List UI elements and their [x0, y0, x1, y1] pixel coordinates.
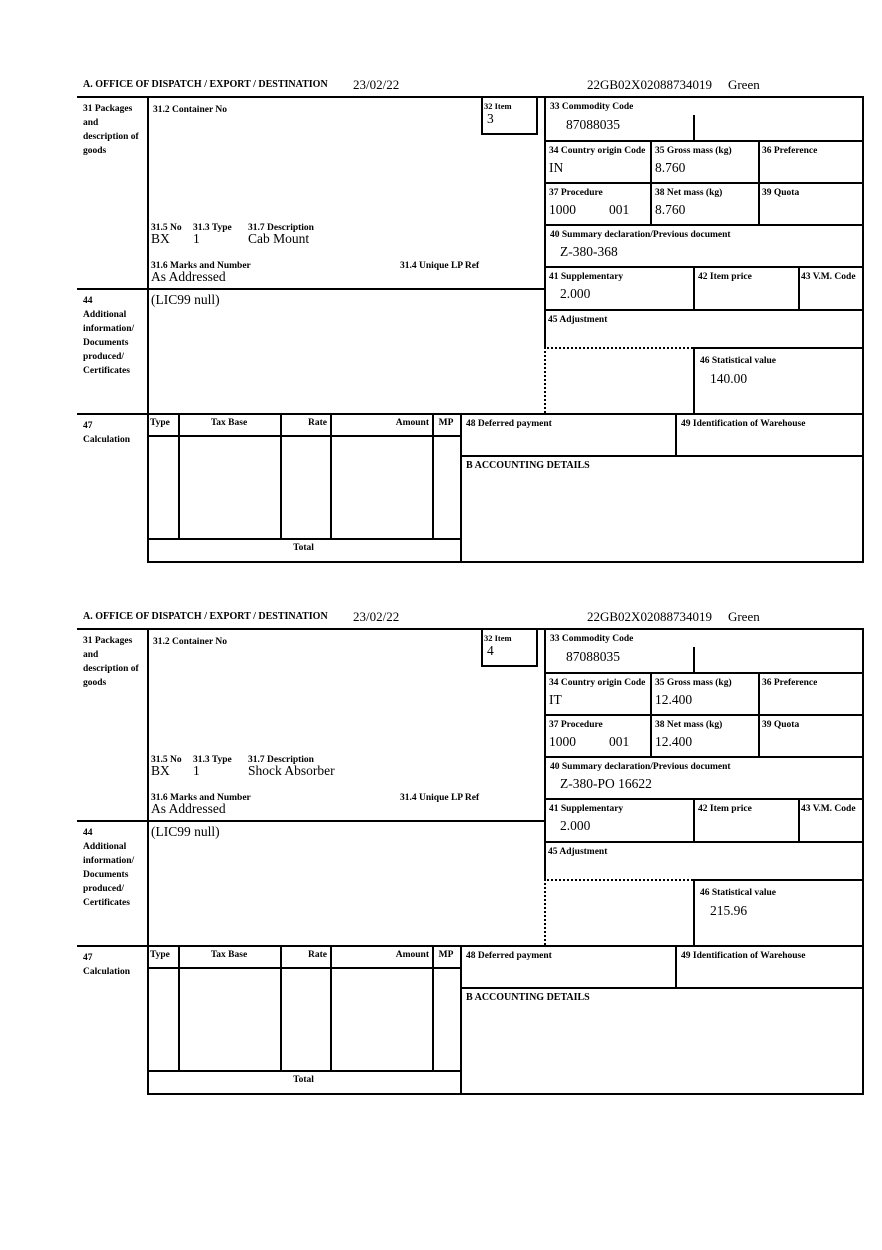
box31-label: 31 Packages and description of goods — [83, 636, 139, 688]
box47-number: 47 — [83, 421, 93, 431]
item-price-label: 42 Item price — [698, 272, 752, 282]
box35-box36-divider — [758, 140, 760, 224]
procedure-value-2: 001 — [609, 202, 630, 217]
box46-left-border — [693, 347, 695, 413]
net-mass-value: 12.400 — [655, 734, 693, 749]
table-header-rate: Rate — [308, 950, 327, 960]
identification-of-warehouse-label: 49 Identification of Warehouse — [681, 419, 806, 429]
table-body-bottom-line — [147, 538, 462, 540]
box32-right-border — [536, 628, 538, 665]
goods-description-value: Shock Absorber — [248, 763, 335, 778]
marks-and-number-label: 31.6 Marks and Number — [151, 261, 251, 271]
office-of-dispatch-label: A. OFFICE OF DISPATCH / EXPORT / DESTINATION — [83, 611, 328, 622]
box41-row-bottom-line — [544, 309, 863, 311]
preference-label: 36 Preference — [762, 146, 818, 156]
previous-document-value: Z-380-368 — [560, 244, 618, 259]
declaration-item-block — [77, 75, 863, 570]
table-header-rate: Rate — [308, 418, 327, 428]
procedure-value: 1000 — [549, 734, 576, 749]
box46-top-line — [693, 879, 863, 881]
adjustment-label: 45 Adjustment — [548, 847, 608, 857]
box47-text: Calculation — [83, 435, 130, 445]
box45-dotted-bottom-line — [544, 879, 693, 881]
country-origin-value: IN — [549, 160, 564, 175]
container-no-label: 31.2 Container No — [153, 637, 227, 647]
statistical-value: 140.00 — [710, 371, 748, 386]
mrn-and-routing — [587, 77, 760, 93]
box37-row-bottom-line — [544, 224, 863, 226]
country-origin-label: 34 Country origin Code — [549, 146, 646, 156]
marks-and-number-label: 31.6 Marks and Number — [151, 793, 251, 803]
table-right-border — [460, 413, 462, 561]
unique-lp-ref-label: 31.4 Unique LP Ref — [400, 793, 480, 803]
office-of-dispatch-label: A. OFFICE OF DISPATCH / EXPORT / DESTINATION — [83, 79, 328, 90]
supplementary-value: 2.000 — [560, 818, 591, 833]
previous-document-label: 40 Summary declaration/Previous document — [550, 762, 731, 772]
marks-and-number-value: As Addressed — [151, 801, 226, 816]
box45-dotted-bottom-line — [544, 347, 693, 349]
form-bottom-border — [147, 561, 864, 563]
table-col-divider-1 — [178, 945, 180, 1070]
table-total-label: Total — [293, 543, 314, 553]
declaration-date: 23/02/22 — [353, 609, 400, 624]
package-type-value: 1 — [193, 231, 200, 246]
box42-box43-divider — [798, 266, 800, 309]
box48-box49-divider — [675, 413, 677, 455]
supplementary-label: 41 Supplementary — [549, 272, 624, 282]
form-top-border — [77, 628, 863, 630]
declaration-item-block — [77, 607, 863, 1102]
table-header-type: Type — [150, 418, 170, 428]
country-origin-value: IT — [549, 692, 562, 707]
box32-left-border — [481, 628, 483, 665]
box34-row-bottom-line — [544, 714, 863, 716]
box46-left-border — [693, 879, 695, 945]
table-col-divider-3 — [330, 413, 332, 538]
box46-top-line — [693, 347, 863, 349]
preference-label: 36 Preference — [762, 678, 818, 688]
commodity-code-separator-tick — [693, 647, 695, 672]
commodity-code-label: 33 Commodity Code — [550, 102, 634, 112]
box34-row-bottom-line — [544, 182, 863, 184]
declaration-date: 23/02/22 — [353, 77, 400, 92]
additional-information-value: (LIC99 null) — [151, 824, 220, 839]
country-origin-label: 34 Country origin Code — [549, 678, 646, 688]
box35-box36-divider — [758, 672, 760, 756]
form-bottom-border — [147, 1093, 864, 1095]
package-type-label: 31.3 Type — [193, 755, 232, 765]
middle-right-divider — [544, 628, 546, 879]
net-mass-label: 38 Net mass (kg) — [655, 720, 723, 730]
table-col-divider-2 — [280, 945, 282, 1070]
commodity-code-separator-tick — [693, 115, 695, 140]
table-header-mp: MP — [438, 418, 454, 428]
statistical-value-label: 46 Statistical value — [700, 356, 776, 366]
goods-description-value: Cab Mount — [248, 231, 310, 246]
box44-label — [83, 826, 147, 910]
container-no-label: 31.2 Container No — [153, 105, 227, 115]
table-header-tax-base: Tax Base — [210, 950, 248, 960]
deferred-payment-label: 48 Deferred payment — [466, 419, 552, 429]
vm-code-label: 43 V.M. Code — [801, 272, 856, 282]
quota-label: 39 Quota — [762, 720, 800, 730]
description-label: 31.7 Description — [248, 755, 314, 765]
supplementary-value: 2.000 — [560, 286, 591, 301]
table-header-bottom-line — [147, 967, 462, 969]
table-col-divider-4 — [432, 945, 434, 1070]
box32-bottom-line — [481, 665, 538, 667]
form-top-border — [77, 96, 863, 98]
form-right-border — [862, 628, 864, 1095]
package-no-value: BX — [151, 231, 170, 246]
gross-mass-label: 35 Gross mass (kg) — [655, 146, 732, 156]
box48-box49-divider — [675, 945, 677, 987]
box34-box35-divider — [650, 140, 652, 224]
mrn-value: 22GB02X02088734019 — [587, 609, 712, 624]
statistical-value-label: 46 Statistical value — [700, 888, 776, 898]
box44-number: 44 — [83, 296, 93, 306]
procedure-label: 37 Procedure — [549, 720, 603, 730]
box42-box43-divider — [798, 798, 800, 841]
identification-of-warehouse-label: 49 Identification of Warehouse — [681, 951, 806, 961]
table-right-border — [460, 945, 462, 1093]
box48-box49-bottom-line — [460, 987, 863, 989]
box32-bottom-line — [481, 133, 538, 135]
item-number-value: 3 — [487, 111, 494, 126]
unique-lp-ref-label: 31.4 Unique LP Ref — [400, 261, 480, 271]
package-no-label: 31.5 No — [151, 755, 182, 765]
description-label: 31.7 Description — [248, 223, 314, 233]
table-header-bottom-line — [147, 435, 462, 437]
previous-document-label: 40 Summary declaration/Previous document — [550, 230, 731, 240]
procedure-value: 1000 — [549, 202, 576, 217]
left-column-border — [147, 96, 149, 563]
marks-and-number-value: As Addressed — [151, 269, 226, 284]
box41-box42-divider — [693, 266, 695, 309]
box34-box35-divider — [650, 672, 652, 756]
table-body-bottom-line — [147, 1070, 462, 1072]
statistical-value: 215.96 — [710, 903, 748, 918]
deferred-payment-label: 48 Deferred payment — [466, 951, 552, 961]
box48-box49-bottom-line — [460, 455, 863, 457]
left-column-border — [147, 628, 149, 1095]
item-number-value: 4 — [487, 643, 494, 658]
adjustment-label: 45 Adjustment — [548, 315, 608, 325]
gross-mass-label: 35 Gross mass (kg) — [655, 678, 732, 688]
table-header-amount: Amount — [395, 950, 429, 960]
routing-status: Green — [727, 77, 760, 92]
box44-number: 44 — [83, 828, 93, 838]
box32-left-border — [481, 96, 483, 133]
package-type-label: 31.3 Type — [193, 223, 232, 233]
routing-status: Green — [727, 609, 760, 624]
box47-text: Calculation — [83, 967, 130, 977]
additional-information-value: (LIC99 null) — [151, 292, 220, 307]
table-col-divider-3 — [330, 945, 332, 1070]
table-col-divider-1 — [178, 413, 180, 538]
form-right-border — [862, 96, 864, 563]
box44-box47-divider — [77, 945, 863, 947]
net-mass-label: 38 Net mass (kg) — [655, 188, 723, 198]
net-mass-value: 8.760 — [655, 202, 686, 217]
box44-text: Additional information/ Documents produced/ Certificates — [83, 842, 135, 908]
middle-right-dotted-divider — [544, 879, 546, 945]
table-header-mp: MP — [438, 950, 454, 960]
table-total-label: Total — [293, 1075, 314, 1085]
commodity-code-label: 33 Commodity Code — [550, 634, 634, 644]
package-no-value: BX — [151, 763, 170, 778]
table-header-type: Type — [150, 950, 170, 960]
table-col-divider-4 — [432, 413, 434, 538]
package-type-value: 1 — [193, 763, 200, 778]
box31-label: 31 Packages and description of goods — [83, 104, 139, 156]
procedure-label: 37 Procedure — [549, 188, 603, 198]
accounting-details-label: B ACCOUNTING DETAILS — [466, 460, 590, 471]
accounting-details-label: B ACCOUNTING DETAILS — [466, 992, 590, 1003]
table-col-divider-2 — [280, 413, 282, 538]
supplementary-label: 41 Supplementary — [549, 804, 624, 814]
mrn-and-routing — [587, 609, 760, 625]
box40-bottom-line — [544, 798, 863, 800]
commodity-code-value: 87088035 — [566, 117, 620, 132]
package-no-label: 31.5 No — [151, 223, 182, 233]
box44-label — [83, 294, 147, 378]
procedure-value-2: 001 — [609, 734, 630, 749]
quota-label: 39 Quota — [762, 188, 800, 198]
box47-number: 47 — [83, 953, 93, 963]
mrn-value: 22GB02X02088734019 — [587, 77, 712, 92]
box41-row-bottom-line — [544, 841, 863, 843]
box37-row-bottom-line — [544, 756, 863, 758]
box44-box47-divider — [77, 413, 863, 415]
gross-mass-value: 12.400 — [655, 692, 693, 707]
item-label: 32 Item — [484, 101, 512, 111]
box33-bottom-line — [544, 140, 863, 142]
table-header-amount: Amount — [395, 418, 429, 428]
box44-text: Additional information/ Documents produced/ Certificates — [83, 310, 135, 376]
box32-right-border — [536, 96, 538, 133]
box33-bottom-line — [544, 672, 863, 674]
item-price-label: 42 Item price — [698, 804, 752, 814]
middle-right-divider — [544, 96, 546, 347]
vm-code-label: 43 V.M. Code — [801, 804, 856, 814]
gross-mass-value: 8.760 — [655, 160, 686, 175]
commodity-code-value: 87088035 — [566, 649, 620, 664]
box47-label — [83, 419, 143, 447]
box41-box42-divider — [693, 798, 695, 841]
middle-right-dotted-divider — [544, 347, 546, 413]
box40-bottom-line — [544, 266, 863, 268]
previous-document-value: Z-380-PO 16622 — [560, 776, 652, 791]
item-label: 32 Item — [484, 633, 512, 643]
box47-label — [83, 951, 143, 979]
table-header-tax-base: Tax Base — [210, 418, 248, 428]
